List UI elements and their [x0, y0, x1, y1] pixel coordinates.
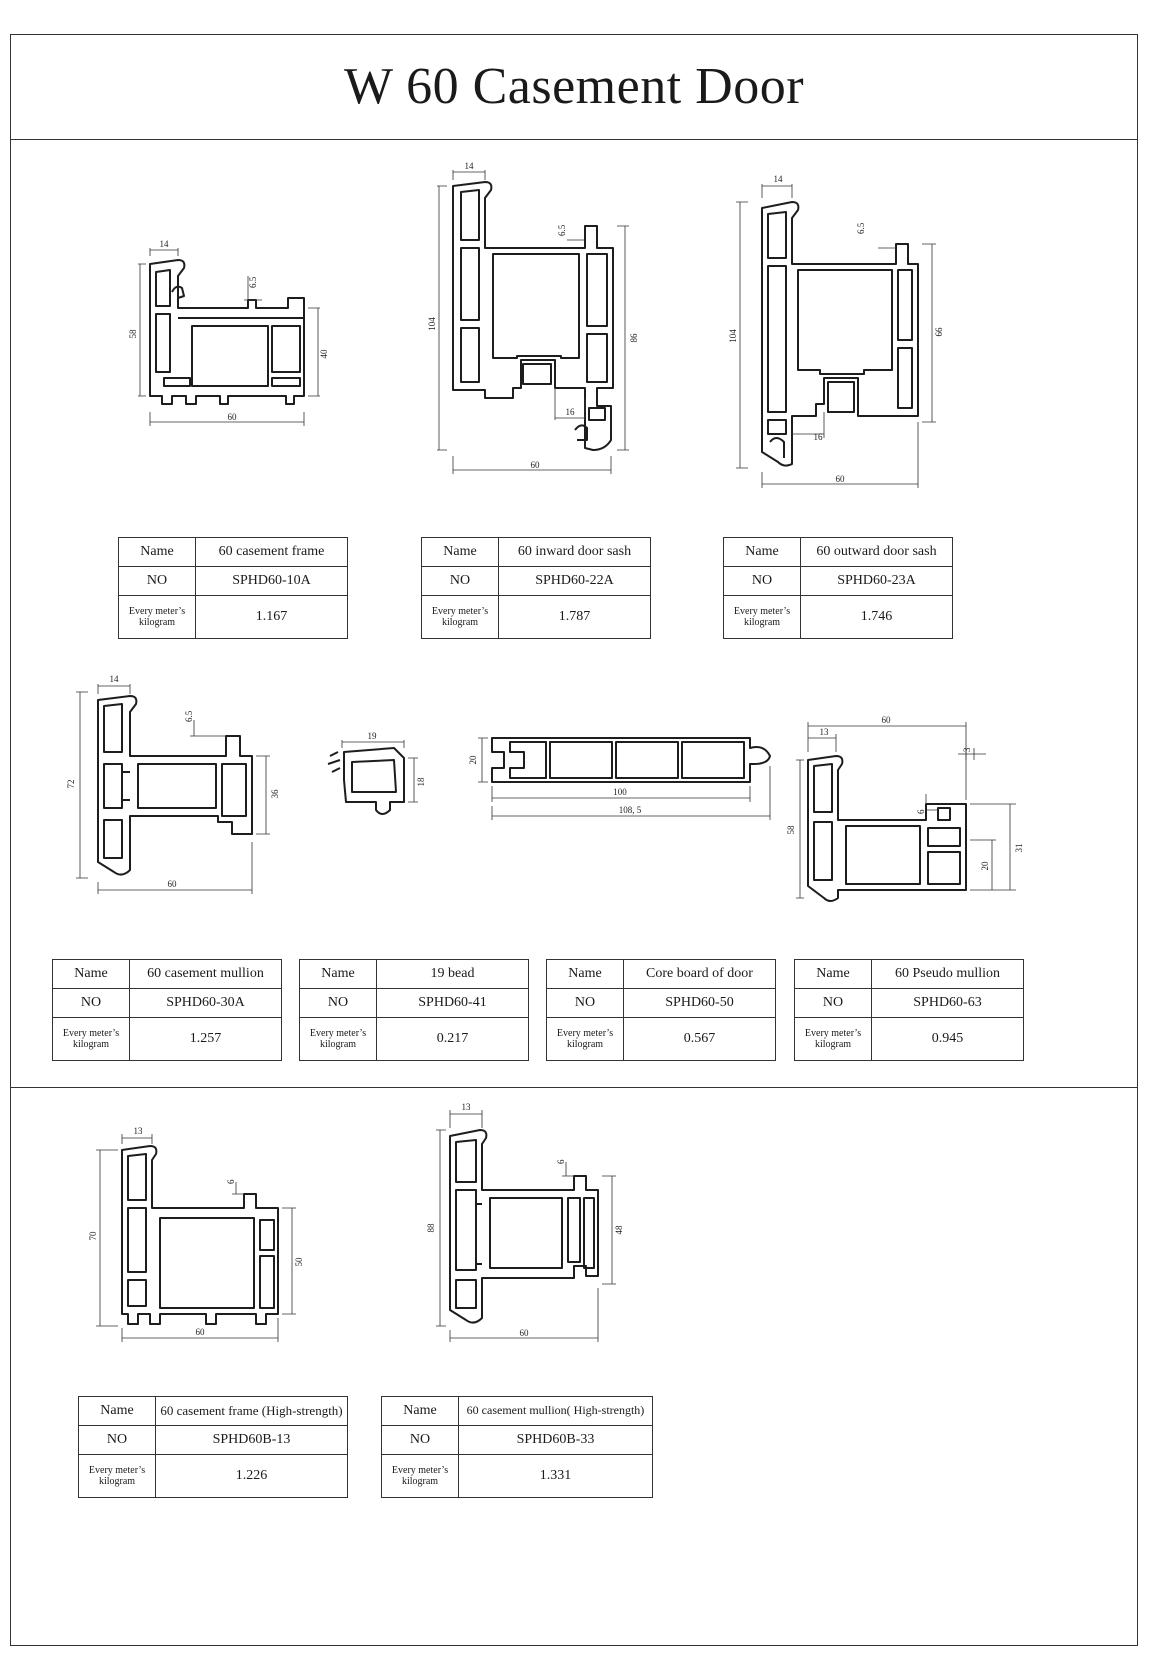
dim-width-19: 19 — [367, 731, 377, 741]
profile-name: 60 outward door sash — [801, 538, 953, 567]
profile-no: SPHD60-23A — [801, 567, 953, 596]
drawing-core-board — [468, 724, 794, 824]
profile-name: 60 casement frame — [196, 538, 348, 567]
drawing-inward-door-sash — [425, 158, 640, 478]
drawing-outward-door-sash — [728, 172, 943, 492]
profile-kg: 1.331 — [459, 1455, 653, 1498]
dim-width-60: 60 — [227, 412, 237, 422]
dim-lip-6-5: 6.5 — [248, 276, 258, 288]
profile-no: SPHD60B-33 — [459, 1426, 653, 1455]
spec-table-casement-frame-hs — [78, 1396, 348, 1498]
dim-height-48: 48 — [614, 1225, 624, 1235]
no-label: NO — [300, 989, 377, 1018]
profile-name: 19 bead — [377, 960, 529, 989]
profile-no: SPHD60-63 — [872, 989, 1024, 1018]
spec-table-core-board — [546, 959, 776, 1061]
dim-height-58: 58 — [786, 825, 796, 835]
dim-gap-3: 3 — [962, 747, 972, 752]
drawing-casement-mullion — [58, 672, 288, 897]
dim-height-40: 40 — [319, 349, 329, 359]
profile-no: SPHD60-10A — [196, 567, 348, 596]
dim-width-108-5: 108, 5 — [618, 805, 642, 815]
profile-name: 60 casement frame (High-strength) — [156, 1397, 348, 1426]
dim-height-20: 20 — [980, 861, 990, 871]
profile-no: SPHD60-30A — [130, 989, 282, 1018]
name-label: Name — [300, 960, 377, 989]
profile-kg: 1.787 — [499, 596, 651, 639]
profile-kg: 1.226 — [156, 1455, 348, 1498]
no-label: NO — [422, 567, 499, 596]
name-label: Name — [79, 1397, 156, 1426]
dim-lip-6: 6 — [556, 1159, 566, 1164]
dim-lip-6-5: 6.5 — [557, 224, 567, 236]
dim-height-86: 86 — [629, 333, 639, 343]
profile-name: 60 Pseudo mullion — [872, 960, 1024, 989]
no-label: NO — [79, 1426, 156, 1455]
dim-lip-6-5: 6.5 — [856, 222, 866, 234]
spec-table-casement-frame — [118, 537, 348, 639]
spec-table-bead — [299, 959, 529, 1061]
name-label: Name — [119, 538, 196, 567]
dim-gap-6: 6 — [916, 809, 926, 814]
no-label: NO — [724, 567, 801, 596]
dim-width-100: 100 — [613, 787, 627, 797]
drawing-casement-mullion-hs — [426, 1102, 657, 1344]
name-label: Name — [795, 960, 872, 989]
dim-height-50: 50 — [294, 1257, 304, 1267]
dim-width-13: 13 — [461, 1102, 471, 1112]
dim-width-60: 60 — [195, 1327, 205, 1337]
kg-label: Every meter’s kilogram — [724, 596, 801, 639]
no-label: NO — [547, 989, 624, 1018]
kg-label: Every meter’s kilogram — [119, 596, 196, 639]
kg-label: Every meter’s kilogram — [382, 1455, 459, 1498]
spec-table-casement-mullion-hs — [381, 1396, 653, 1498]
dim-height-36: 36 — [270, 789, 280, 799]
dim-width-60: 60 — [835, 474, 845, 484]
name-label: Name — [724, 538, 801, 567]
title-row — [10, 34, 1138, 140]
dim-width-16: 16 — [565, 407, 575, 417]
profile-kg: 0.945 — [872, 1018, 1024, 1061]
profile-no: SPHD60B-13 — [156, 1426, 348, 1455]
spec-table-inward-door-sash — [421, 537, 651, 639]
profile-kg: 1.167 — [196, 596, 348, 639]
kg-label: Every meter’s kilogram — [300, 1018, 377, 1061]
kg-label: Every meter’s kilogram — [795, 1018, 872, 1061]
spec-table-outward-door-sash — [723, 537, 953, 639]
dim-width-13: 13 — [133, 1126, 143, 1136]
dim-width-13: 13 — [819, 727, 829, 737]
no-label: NO — [119, 567, 196, 596]
drawing-casement-frame-hs — [88, 1128, 313, 1353]
profile-no: SPHD60-50 — [624, 989, 776, 1018]
drawing-casement-frame — [128, 236, 328, 431]
dim-width-60: 60 — [167, 879, 177, 889]
dim-height-58: 58 — [128, 329, 138, 339]
dim-lip-6: 6 — [226, 1179, 236, 1184]
page-title: W 60 Casement Door — [343, 58, 805, 115]
drawing-bead — [318, 728, 428, 828]
name-label: Name — [422, 538, 499, 567]
no-label: NO — [795, 989, 872, 1018]
no-label: NO — [53, 989, 130, 1018]
section-divider — [10, 1087, 1138, 1088]
profile-kg: 1.746 — [801, 596, 953, 639]
dim-height-18: 18 — [416, 777, 426, 787]
kg-label: Every meter’s kilogram — [422, 596, 499, 639]
profile-name: 60 inward door sash — [499, 538, 651, 567]
name-label: Name — [547, 960, 624, 989]
kg-label: Every meter’s kilogram — [53, 1018, 130, 1061]
kg-label: Every meter’s kilogram — [79, 1455, 156, 1498]
spec-table-casement-mullion — [52, 959, 282, 1061]
dim-width-14: 14 — [159, 239, 169, 249]
dim-width-14: 14 — [109, 674, 119, 684]
dim-height-70: 70 — [88, 1231, 98, 1241]
profile-kg: 0.217 — [377, 1018, 529, 1061]
name-label: Name — [53, 960, 130, 989]
dim-height-66: 66 — [934, 327, 944, 337]
dim-width-14: 14 — [464, 161, 474, 171]
dim-width-60: 60 — [881, 715, 891, 725]
dim-height-104: 104 — [728, 329, 738, 343]
dim-width-60: 60 — [519, 1328, 529, 1338]
kg-label: Every meter’s kilogram — [547, 1018, 624, 1061]
name-label: Name — [382, 1397, 459, 1426]
dim-lip-6-5: 6.5 — [184, 710, 194, 722]
profile-no: SPHD60-22A — [499, 567, 651, 596]
dim-height-104: 104 — [427, 317, 437, 331]
dim-height-88: 88 — [426, 1223, 436, 1233]
profile-name: Core board of door — [624, 960, 776, 989]
spec-table-pseudo-mullion — [794, 959, 1024, 1061]
drawing-pseudo-mullion — [786, 712, 1030, 912]
profile-kg: 1.257 — [130, 1018, 282, 1061]
dim-thickness-20: 20 — [468, 755, 478, 765]
dim-width-60: 60 — [530, 460, 540, 470]
profile-no: SPHD60-41 — [377, 989, 529, 1018]
profile-name: 60 casement mullion( High-strength) — [459, 1397, 653, 1426]
dim-width-14: 14 — [773, 174, 783, 184]
profile-name: 60 casement mullion — [130, 960, 282, 989]
dim-height-31: 31 — [1014, 843, 1024, 853]
dim-width-16: 16 — [813, 432, 823, 442]
profile-kg: 0.567 — [624, 1018, 776, 1061]
no-label: NO — [382, 1426, 459, 1455]
dim-height-72: 72 — [66, 779, 76, 789]
